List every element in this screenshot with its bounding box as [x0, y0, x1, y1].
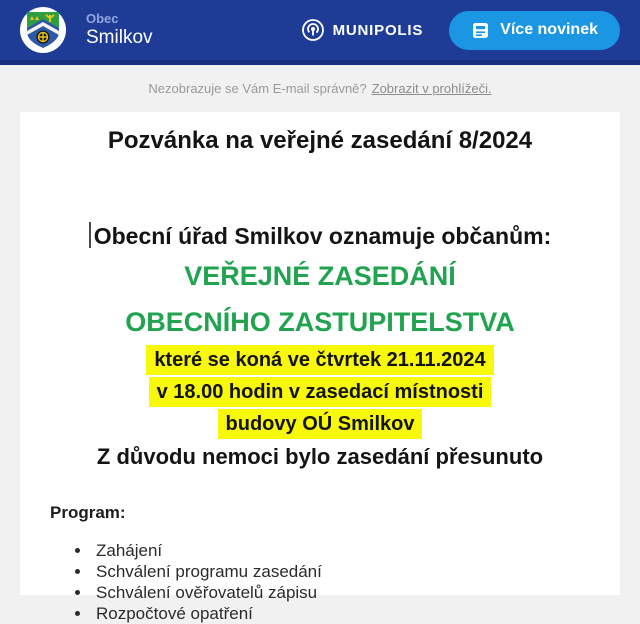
munipolis-logo [301, 18, 424, 42]
munipolis-wordmark: MUNIPOLIS [332, 21, 424, 39]
header [0, 0, 640, 65]
municipality-logo [20, 7, 66, 53]
document-body [20, 219, 620, 624]
highlight-text-1: které se koná ve čtvrtek 21.11.2024 [146, 345, 493, 375]
coat-of-arms-icon [24, 10, 62, 50]
program-list [20, 540, 620, 624]
text-cursor [89, 222, 91, 248]
headline-line-1: VEŘEJNÉ ZASEDÁNÍ [184, 261, 456, 291]
list-item: • Schválení ověřovatelů zápisu [92, 582, 620, 603]
broadcast-icon [301, 18, 325, 42]
org-name: Smilkov [86, 27, 153, 48]
headline-line-2: OBECNÍHO ZASTUPITELSTVA [125, 307, 515, 337]
highlight-line [20, 377, 620, 409]
more-news-button[interactable] [449, 11, 620, 50]
highlight-text-2: v 18.00 hodin v zasedací místnosti [149, 377, 492, 407]
highlight-line [20, 345, 620, 377]
org-label: Obec [86, 11, 119, 26]
newspaper-icon [471, 21, 490, 40]
note-line: Z důvodu nemoci bylo zasedání přesunuto [96, 444, 544, 469]
more-news-label: Více novinek [500, 21, 598, 38]
notice-text: Nezobrazuje se Vám E-mail správně? [148, 81, 367, 96]
highlight-line [20, 409, 620, 441]
view-in-browser-link[interactable]: Zobrazit v prohlížeči. [371, 81, 492, 96]
list-item: • Schválení programu zasedání [92, 561, 620, 582]
municipality-brand [20, 7, 153, 53]
list-item: • Rozpočtové opatření [92, 603, 620, 624]
notice-bar [0, 65, 640, 112]
email-title: Pozvánka na veřejné zasedání 8/2024 [107, 127, 533, 154]
program-label: Program: [50, 503, 126, 522]
announce-line [20, 219, 620, 253]
org-title [86, 11, 153, 49]
email-card [20, 112, 620, 623]
header-actions [301, 11, 620, 50]
announce-text: Obecní úřad Smilkov oznamuje občanům: [93, 223, 552, 249]
highlight-text-3: budovy OÚ Smilkov [218, 409, 423, 439]
list-item: • Zahájení [92, 540, 620, 561]
